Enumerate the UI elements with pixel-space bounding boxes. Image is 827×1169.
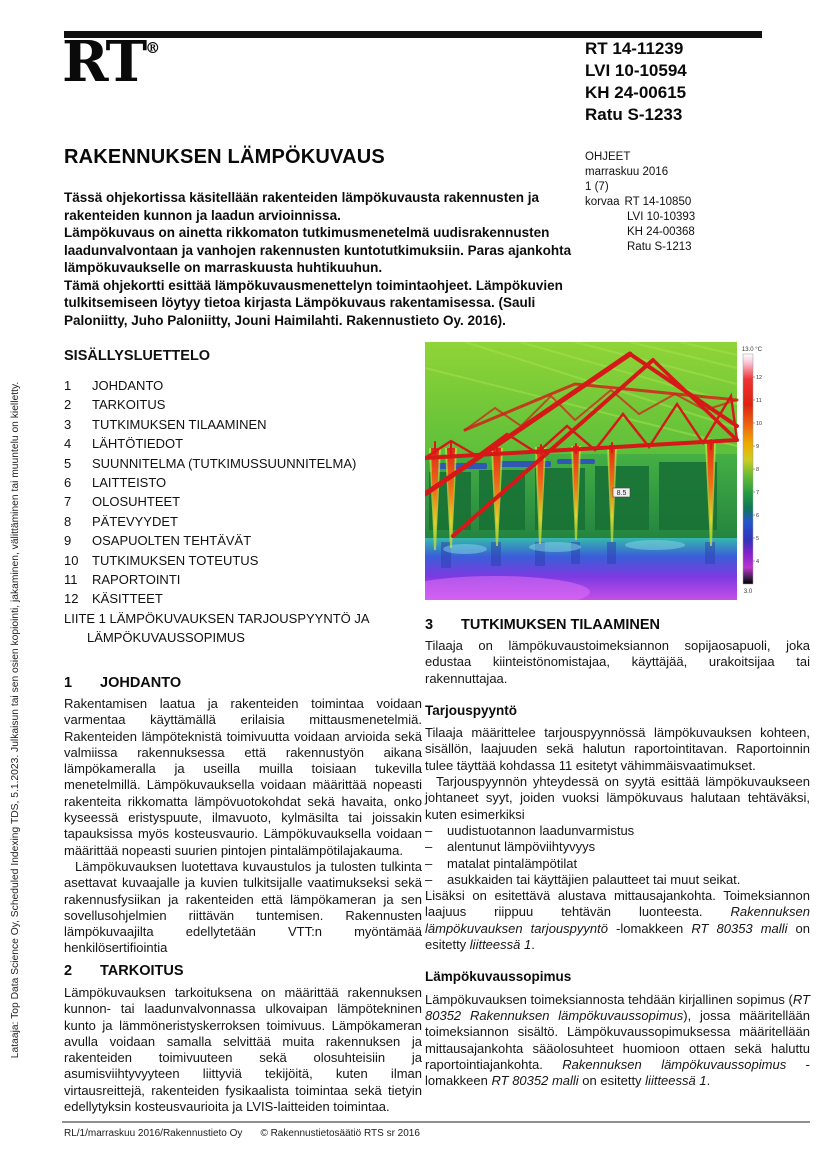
paragraph: Lämpökuvauksen toimeksiannosta tehdään kirjallinen sopimus (RT 80352 Rakennuksen lämpökuvaussopimus), jossa määritellään toimeksiannon sisältö. Lämpökuvaussopimuksessa määritellään mittausajankohta sääolosuhteet huomioon ottaen sekä haluttu raportointiajankohta. Rakennuksen lämpökuvaussopimus -lomakkeen RT 80352 malli on esitetty liitteessä 1. <box>425 991 810 1089</box>
section-3-body <box>425 638 810 1089</box>
svg-text:7: 7 <box>756 490 760 496</box>
scale-max-label: 13.0 °C <box>741 347 762 353</box>
code-ratu: Ratu S-1233 <box>585 105 683 124</box>
toc-item: 7 OLOSUHTEET <box>64 494 181 510</box>
bullet-item: – matalat pintalämpötilat <box>425 855 578 871</box>
toc-appendix-line2: LÄMPÖKUVAUSSOPIMUS <box>87 630 245 646</box>
doc-date: marraskuu 2016 <box>585 166 669 178</box>
spot-temperature-label <box>613 488 630 497</box>
code-kh: KH 24-00615 <box>585 83 687 102</box>
document-meta <box>585 150 695 255</box>
rt-logo <box>62 29 161 95</box>
paragraph: Lämpökuvauksen tarkoituksena on määrittää rakennuksen kunnon- tai laadunvalvonnassa ulkovaipan lämpötekninen kunto ja lämmöneristyskerroksen toimivuus. Lämpökameran avulla voidaan samalla selvittää muita rakennuksen ja rakenteiden toimivuuteen sekä olosuhteisiin ja asumisviihtyvyyteen liittyviä tekijöitä, kuten ilman virtausreittejä, rakenteiden fysikaalista toimintaa sekä tietyin edellytyksin kosteusvaurioita ja LVIS-laitteiden toimintaa. <box>64 985 422 1115</box>
intro-paragraph: Lämpökuvaus on ainetta rikkomaton tutkimusmenetelmä uudisrakennusten laadunvalvontaan ja vanhojen rakennusten kuntotutkimuksiin. Paras ajankohta lämpökuvaukselle on marraskuusta huhtikuuhun. <box>64 225 572 275</box>
section-3-heading: 3 TUTKIMUKSEN TILAAMINEN <box>425 617 660 633</box>
svg-text:6: 6 <box>756 513 760 519</box>
intro-abstract <box>64 189 580 329</box>
bullet-item: – alentunut lämpöviihtyvyys <box>425 839 596 855</box>
page-title: RAKENNUKSEN LÄMPÖKUVAUS <box>64 146 385 168</box>
svg-text:9: 9 <box>756 444 760 450</box>
scale-ticks <box>753 375 762 565</box>
subheading-lampokuvaussopimus: Lämpökuvaussopimus <box>425 969 572 985</box>
bullet-item: – asukkaiden tai käyttäjien palautteet tai muut seikat. <box>425 871 741 887</box>
section-2-body <box>64 985 422 1115</box>
spot-temp-value: 8.5 <box>616 490 627 497</box>
svg-text:8: 8 <box>756 467 760 473</box>
toc-heading: SISÄLLYSLUETTELO <box>64 348 211 364</box>
bullet-item: – uudistuotannon laadunvarmistus <box>425 822 635 838</box>
replaces-label: korvaa <box>585 196 620 208</box>
section-2-heading: 2 TARKOITUS <box>64 963 184 979</box>
section-1-body <box>64 696 422 957</box>
intro-paragraph: Tässä ohjekortissa käsitellään rakenteiden lämpökuvausta rakennusten ja rakenteiden kunnon ja laadun arvioinnissa. <box>64 190 539 223</box>
svg-text:5: 5 <box>756 536 760 542</box>
footer-copyright: © Rakennustietosäätiö RTS sr 2016 <box>260 1128 420 1139</box>
thermal-image <box>425 342 762 600</box>
paragraph: Lämpökuvauksen luotettava kuvaustulos ja tulosten tulkinta asettavat kuvaajalle ja kuvien tulkitsijalle vaatimukseksi sekä rakennusfysiikan ja rakenteiden että lämpökameran ja sen sovellusohjelmien riittävän tuntemisen. Rakennusten lämpökuvaajilta edellytetään VTT:n myöntämää henkilösertifiointia <box>64 858 422 956</box>
toc-item: 6 LAITTEISTO <box>64 475 167 491</box>
download-watermark: Lataaja: Top Data Science Oy, Scheduled Indexing TDS, 5.1.2023. Julkaisun tai sen osien kopiointi, jakaminen, välittäminen tai muuntelu on kielletty. <box>10 381 21 1059</box>
doc-pages: 1 (7) <box>585 181 609 193</box>
toc-item: 3 TUTKIMUKSEN TILAAMINEN <box>64 416 267 432</box>
toc-item: 2 TARKOITUS <box>64 397 166 413</box>
footer-doc-id: RL/1/marraskuu 2016/Rakennustieto Oy <box>64 1128 243 1139</box>
section-1-heading: 1 JOHDANTO <box>64 675 182 691</box>
replaces-code-2: LVI 10-10393 <box>627 211 696 223</box>
paragraph: Rakentamisen laatua ja rakenteiden toimintaa voidaan varmentaa käyttämällä erilaisia mittausmenetelmiä. Rakenteiden lämpöteknistä toimivuutta voidaan arvioida sekä valmiissa rakennuksessa että rakennustyön aikana lämpökameralla ja useilla muilla toisiaan tukevilla menetelmillä. Lämpökuvauksella voidaan määrittää nopeasti rakenteita rikkomatta lämpövuotokohdat sekä havaita, onko kyseessä eristyspuute, ilmavuoto, kylmäsilta tai joissakin tapauksissa myös kosteusvaurio. Lämpökuvauksella voidaan määrittää nopeasti suurien pintojen pintalämpötilajakauma. <box>64 696 422 858</box>
subheading-tarjouspyynto: Tarjouspyyntö <box>425 702 518 718</box>
paragraph: Tilaaja on lämpökuvaustoimeksiannon sopijaosapuoli, joka edustaa kiinteistönomistajaa, käyttäjää, urakoitsijaa tai rakennuttajaa. <box>425 638 810 686</box>
toc-item: 11 RAPORTOINTI <box>64 572 181 588</box>
intro-paragraph: Tämä ohjekortti esittää lämpökuvausmenettelyn toimintaohjeet. Lämpökuvien tulkitsemiseen löytyy tietoa kirjasta Lämpökuvaus rakentamisessa. (Sauli Paloniitty, Juho Paloniitty, Jouni Haimilahti. Rakennustieto Oy. 2016). <box>64 277 563 328</box>
svg-text:4: 4 <box>756 559 760 565</box>
code-lvi: LVI 10-10594 <box>585 61 687 80</box>
toc-item: 1 JOHDANTO <box>64 378 164 393</box>
toc-item: 8 PÄTEVYYDET <box>64 513 178 529</box>
doc-type: OHJEET <box>585 151 631 163</box>
paragraph: Tilaaja määrittelee tarjouspyynnössä lämpökuvauksen kohteen, sisällön, laajuuden sekä halutun raportointitavan. Raportoinnin tulee täyttää kohdassa 11 esitetyt vähimmäisvaatimukset. <box>425 725 810 773</box>
replaces-code-4: Ratu S-1213 <box>627 241 692 253</box>
svg-text:10: 10 <box>756 421 762 427</box>
replaces-code-3: KH 24-00368 <box>627 226 695 238</box>
code-rt: RT 14-11239 <box>585 39 684 58</box>
registered-mark: ® <box>145 39 161 57</box>
toc-item: 9 OSAPUOLTEN TEHTÄVÄT <box>64 533 252 549</box>
document-codes <box>585 38 687 126</box>
footer-rule <box>62 1121 810 1123</box>
table-of-contents <box>64 348 426 648</box>
svg-text:12: 12 <box>756 375 762 381</box>
toc-item: 10 TUTKIMUKSEN TOTEUTUS <box>64 552 259 568</box>
toc-item: 5 SUUNNITELMA (TUTKIMUSSUUNNITELMA) <box>64 455 357 471</box>
svg-text:11: 11 <box>756 398 762 404</box>
toc-item: 12 KÄSITTEET <box>64 591 163 607</box>
toc-appendix-line1: LIITE 1 LÄMPÖKUVAUKSEN TARJOUSPYYNTÖ JA <box>64 610 370 626</box>
footer <box>64 1128 420 1139</box>
header-rule <box>64 31 762 38</box>
scale-min-label: 3.0 <box>743 589 753 595</box>
paragraph: Tarjouspyynnön yhteydessä on syytä esittää lämpökuvaukseen johtaneet syyt, joiden vuoksi lämpökuvaus halutaan tehtäväksi, kuten esimerkiksi <box>425 774 810 822</box>
replaces-code-1: RT 14-10850 <box>624 196 692 208</box>
temperature-scale <box>742 347 762 595</box>
replaces-line <box>585 195 695 210</box>
toc-item: 4 LÄHTÖTIEDOT <box>64 436 184 452</box>
thermal-photo <box>425 342 762 600</box>
rt-logo-text: RT <box>62 29 146 95</box>
paragraph: Lisäksi on esitettävä alustava mittausajankohta. Toimeksiannon laajuus riippuu tehtävän luonteesta. Rakennuksen lämpökuvauksen tarjouspyyntö -lomakkeen RT 80353 malli on esitetty liitteessä 1. <box>425 888 810 953</box>
